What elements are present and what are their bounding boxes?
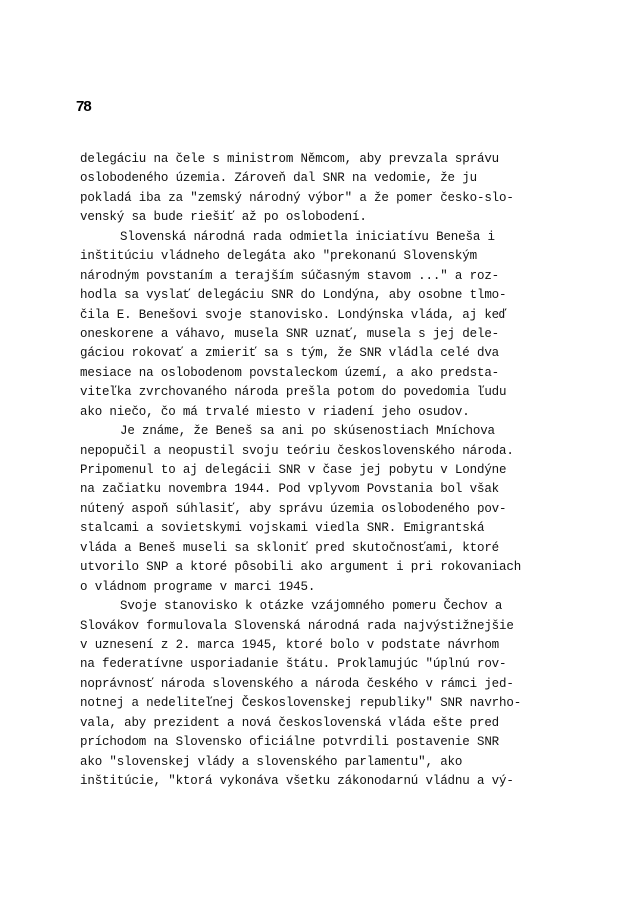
text-line: mesiace na oslobodenom povstaleckom území, a ako predsta- [80,365,500,380]
text-line: na začiatku novembra 1944. Pod vplyvom Povstania bol však [80,482,500,497]
text-line: notnej a nedeliteľnej Československej republiky" SNR navrho- [80,696,522,711]
text-line: o vládnom programe v marci 1945. [80,579,316,594]
text-line: Pripomenul to aj delegácii SNR v čase jej pobytu v Londýne [80,463,507,477]
paragraph-first-line: Svoje stanovisko k otázke vzájomného pomeru Čechov a [120,599,503,614]
text-line: ako niečo, čo má trvalé miesto v riadení jeho osudov. [80,404,470,419]
text-line: Slovákov formulovala Slovenská národná rada najvýstižnejšie [80,618,514,633]
text-line: gáciou rokovať a zmieriť sa s tým, že SNR vládla celé dva [80,346,500,361]
text-line: inštitúcie, "ktorá vykonáva všetku zákonodarnú vládnu a vý- [80,774,514,788]
text-line: stalcami a sovietskymi vojskami viedla SNR. Emigrantská [80,521,485,536]
text-line: inštitúciu vládneho delegáta ako "prekonanú Slovenským [80,249,477,264]
text-line: nepopučil a neopustil svoju teóriu československého národa. [80,443,514,458]
paragraph-first-line: Slovenská národná rada odmietla iniciatívu Beneša i [120,229,495,244]
text-line: utvorilo SNP a ktoré pôsobili ako argument i pri rokovaniach [80,560,522,575]
text-line: noprávnosť národa slovenského a národa českého v rámci jed- [80,676,514,691]
text-line: na federatívne usporiadanie štátu. Proklamujúc "úplnú rov- [80,657,507,672]
text-line: v uznesení z 2. marca 1945, ktoré bolo v podstate návrhom [80,637,500,652]
text-line: vala, aby prezident a nová československá vláda ešte pred [80,715,500,730]
text-line: príchodom na Slovensko oficiálne potvrdili postavenie SNR [80,735,500,750]
text-line: pokladá iba za "zemský národný výbor" a že pomer česko-slo- [80,190,514,205]
paragraph-first-line: Je známe, že Beneš sa ani po skúsenostiach Mníchova [120,424,495,439]
text-line: vláda a Beneš museli sa skloniť pred skutočnosťami, ktoré [80,540,500,555]
text-line: nútený aspoň súhlasiť, aby správu územia oslobodeného pov- [80,501,507,516]
text-line: ako "slovenskej vlády a slovenského parlamentu", ako [80,754,463,769]
body-text [80,150,570,791]
text-line: národným povstaním a terajším súčasným stavom ..." a roz- [80,268,500,283]
text-line: venský sa bude riešiť až po oslobodení. [80,210,367,225]
text-line: oslobodeného územia. Zároveň dal SNR na vedomie, že ju [80,171,477,186]
text-line: delegáciu na čele s ministrom Němcom, aby prevzala správu [80,152,500,166]
page-number: 78 [76,98,91,115]
text-line: hodla sa vyslať delegáciu SNR do Londýna, aby osobne tlmo- [80,288,507,303]
text-line: viteľka zvrchovaného národa prešla potom do povedomia ľudu [80,385,507,400]
text-line: čila E. Benešovi svoje stanovisko. Londýnska vláda, aj keď [80,307,507,322]
text-line: oneskorene a váhavo, musela SNR uznať, musela s jej dele- [80,326,500,341]
